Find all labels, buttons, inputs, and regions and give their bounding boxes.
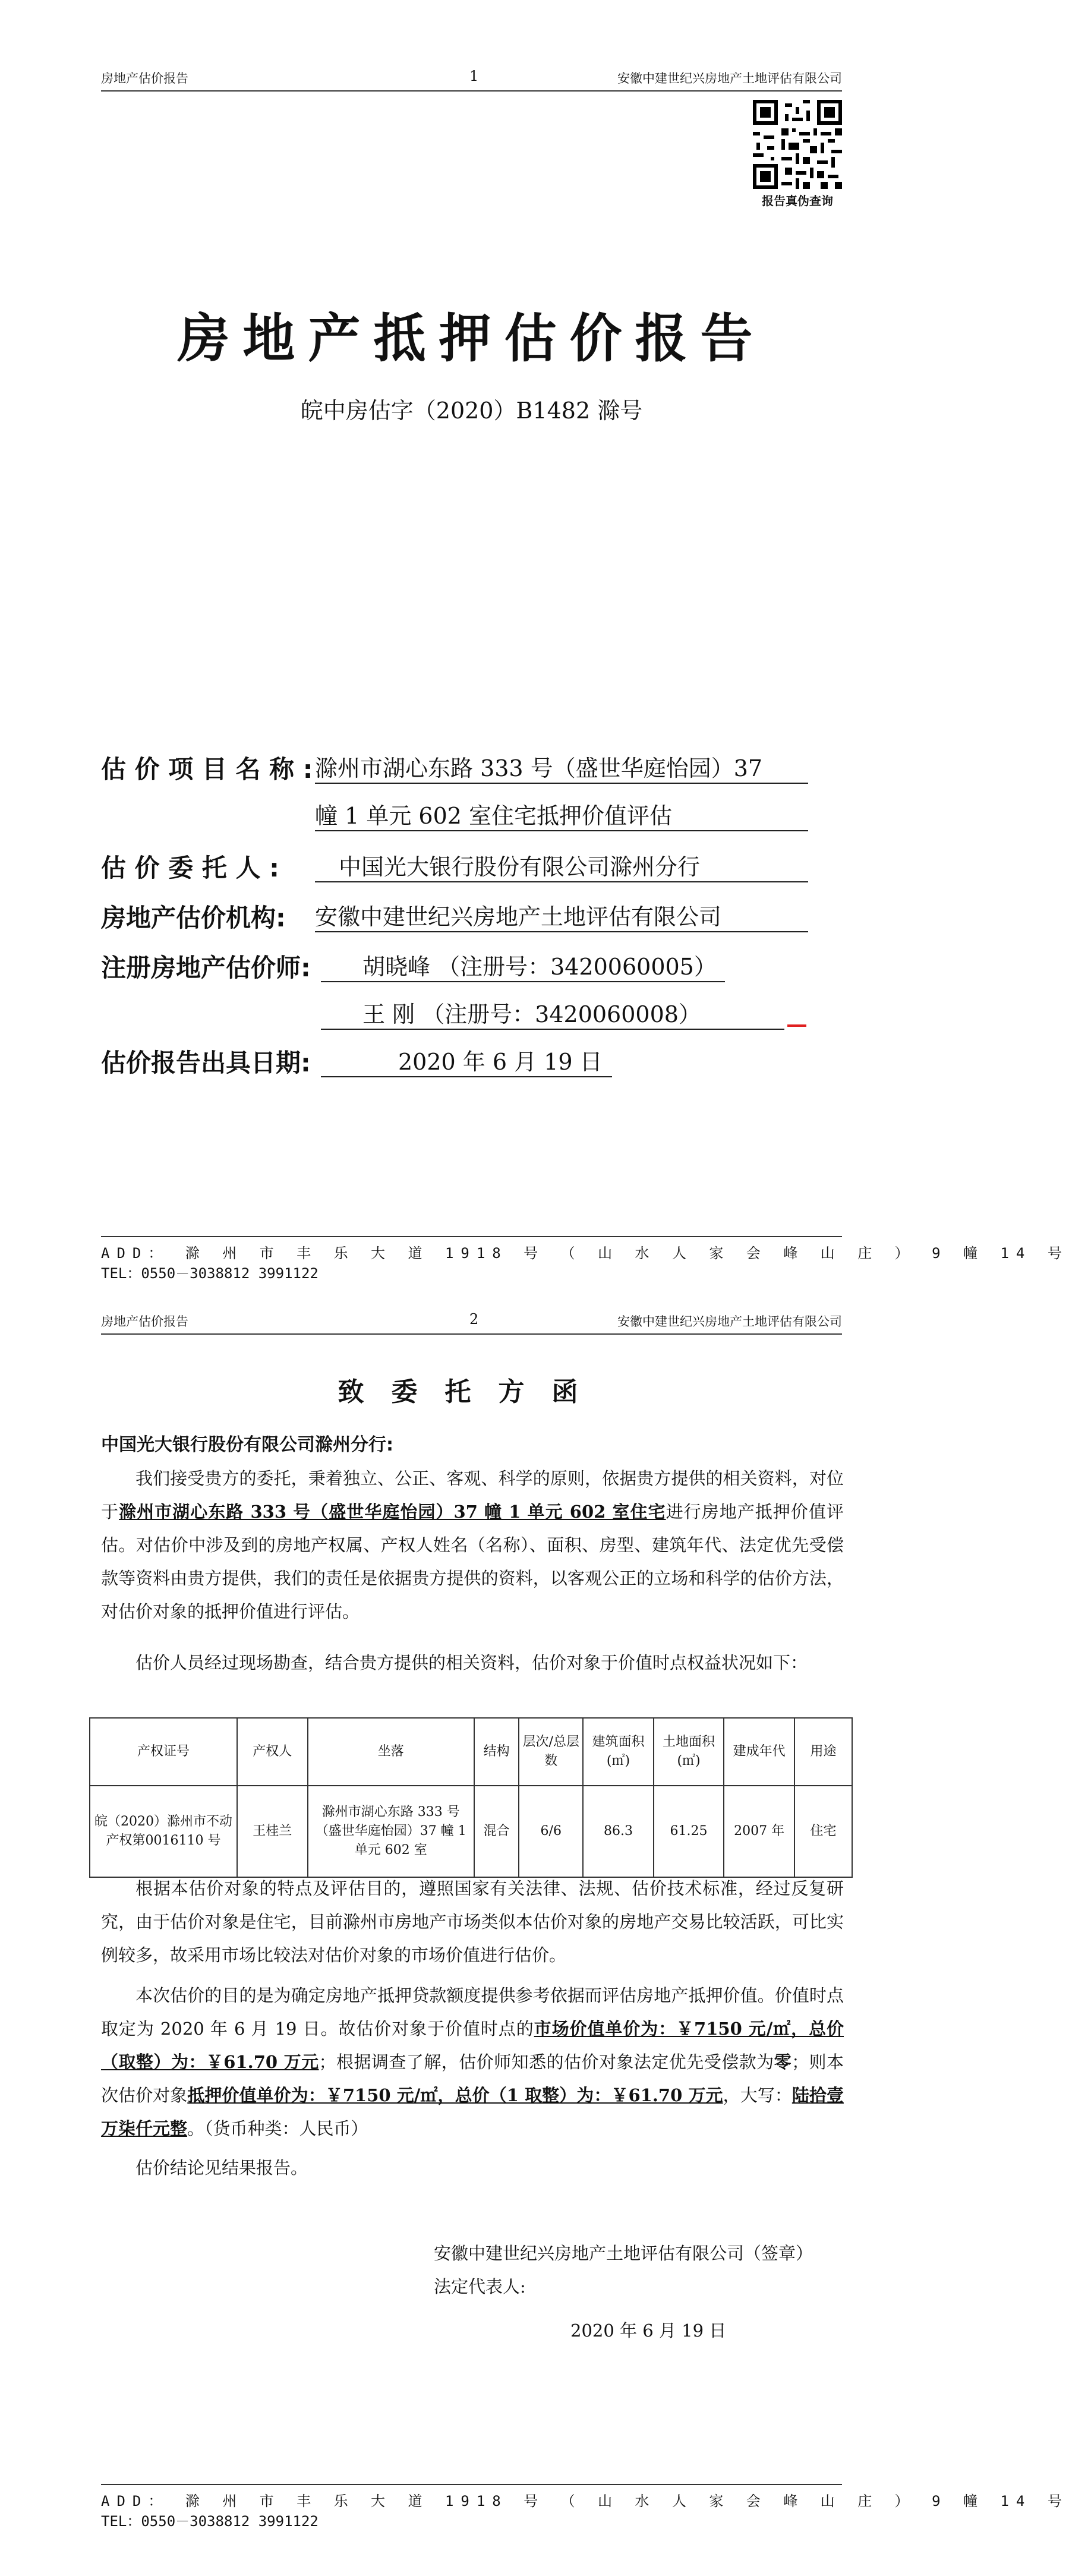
field-value-project-line1: 滁州市湖心东路 333 号（盛世华庭怡园）37: [315, 750, 808, 784]
priority-amount-text: 零: [774, 2052, 792, 2072]
table-header-cell: 结构: [474, 1718, 519, 1786]
field-value-agency: 安徽中建世纪兴房地产土地评估有限公司: [315, 898, 808, 932]
table-cell: 6/6: [519, 1786, 583, 1877]
paragraph-text: 本次估价的目的是为确定房地产抵押贷款额度提供参考依据而评估房地产抵押价值。价值时点取定为 2020 年 6 月 19 日。故估价对象于价值时点的: [101, 1985, 844, 2039]
table-header-cell: 建筑面积(㎡): [583, 1718, 654, 1786]
market-value-text: 市场价值单价为：￥7150 元/㎡，总价（取整）为：￥61.70 万元: [101, 2019, 844, 2072]
mortgage-value-text: 抵押价值单价为：￥7150 元/㎡，总价（1 取整）为：￥61.70 万元: [187, 2085, 723, 2105]
header-right: 安徽中建世纪兴房地产土地评估有限公司: [617, 1314, 842, 1329]
field-label-agency: 房地产估价机构:: [101, 903, 286, 932]
letter-title: 致委托方函: [338, 1377, 606, 1407]
paragraph-text: ；根据调查了解，估价师知悉的估价对象法定优先受偿款为: [319, 2052, 774, 2072]
paragraph-text: 。（货币种类：人民币）: [187, 2118, 368, 2139]
field-value-project-line2: 幢 1 单元 602 室住宅抵押价值评估: [315, 797, 808, 831]
table-cell: 住宅: [794, 1786, 852, 1877]
signature-legal-rep: 法定代表人:: [434, 2277, 526, 2297]
table-cell: 86.3: [583, 1786, 654, 1877]
letter-paragraph-1: [101, 1462, 844, 1628]
field-label-project: 估 价 项 目 名 称 :: [101, 755, 313, 784]
field-value-date: 2020 年 6 月 19 日: [321, 1043, 612, 1077]
page-header: [101, 1310, 842, 1335]
field-value-client: 中国光大银行股份有限公司滁州分行: [315, 849, 808, 882]
report-title: 房地产抵押估价报告: [177, 308, 766, 369]
report-number: 皖中房估字（2020）B1482 滁号: [300, 398, 643, 424]
field-label-client: 估 价 委 托 人 :: [101, 853, 279, 882]
field-label-appraisers: 注册房地产估价师:: [101, 953, 311, 982]
paragraph-text: ；则本次估价对象: [101, 2052, 844, 2105]
paragraph-text: 进行房地产抵押价值评估。对估价中涉及到的房地产权属、产权人姓名（名称）、面积、房型、建筑年代、法定优先受偿款等资料由贵方提供，我们的责任是依据贵方提供的资料，以客观公正的立场和科学的估价方法，对估价对象的抵押价值进行评估。: [101, 1502, 844, 1622]
letter-paragraph-2: 估价人员经过现场勘查，结合贵方提供的相关资料，估价对象于价值时点权益状况如下：: [135, 1653, 808, 1673]
page-number: 1: [469, 68, 479, 84]
letter-salutation: 中国光大银行股份有限公司滁州分行:: [101, 1434, 393, 1455]
header-right: 安徽中建世纪兴房地产土地评估有限公司: [617, 71, 842, 86]
table-header-cell: 坐落: [308, 1718, 474, 1786]
qr-code-icon[interactable]: [753, 100, 842, 189]
letter-paragraph-3: 根据本估价对象的特点及评估目的，遵照国家有关法律、法规、估价技术标准，经过反复研究，由于估价对象是住宅，目前滁州市房地产市场类似本估价对象的房地产交易比较活跃，可比实例较多，故采用市场比较法对估价对象的市场价值进行估价。: [101, 1878, 844, 1965]
letter-page: [0, 1307, 1069, 2576]
qr-caption: 报告真伪查询: [762, 194, 833, 208]
letter-paragraph-4: [101, 1979, 844, 2145]
table-cell: 61.25: [654, 1786, 724, 1877]
header-left: 房地产估价报告: [101, 71, 188, 86]
table-header-cell: 产权人: [237, 1718, 308, 1786]
table-cell: 皖（2020）滁州市不动产权第0016110 号: [90, 1786, 237, 1877]
field-value-appraiser-1: 胡晓峰 （注册号：3420060005）: [321, 948, 725, 982]
field-label-date: 估价报告出具日期:: [101, 1048, 311, 1077]
table-header-cell: 建成年代: [724, 1718, 794, 1786]
amount-in-words-text: 陆拾壹万柒仟元整: [101, 2085, 844, 2139]
footer-tel: TEL：0550－3038812 3991122: [101, 2513, 319, 2530]
table-header-cell: 层次/总层数: [519, 1718, 583, 1786]
page-footer: [101, 1236, 1069, 1284]
table-cell: 滁州市湖心东路 333 号（盛世华庭怡园）37 幢 1 单元 602 室: [308, 1786, 474, 1877]
page-number: 2: [469, 1311, 479, 1328]
field-value-appraiser-2: 王 刚 （注册号：3420060008）: [321, 996, 784, 1030]
table-cell: 混合: [474, 1786, 519, 1877]
property-rights-table: [89, 1717, 853, 1878]
footer-address: ADD： 滁 州 市 丰 乐 大 道 1918 号 （ 山 水 人 家 会 峰 山 庄 ） 9 幢 14 号: [101, 2493, 1069, 2509]
footer-tel: TEL：0550－3038812 3991122: [101, 1265, 319, 1282]
property-address-text: 滁州市湖心东路 333 号（盛世华庭怡园）37 幢 1 单元 602 室住宅: [119, 1502, 666, 1522]
table-row: [90, 1786, 852, 1877]
page-footer: [101, 2484, 1069, 2531]
paragraph-text: 我们接受贵方的委托，秉着独立、公正、客观、科学的原则，依据贵方提供的相关资料，对位于: [101, 1468, 844, 1522]
signature-company: 安徽中建世纪兴房地产土地评估有限公司（签章）: [434, 2243, 813, 2263]
letter-paragraph-5: 估价结论见结果报告。: [135, 2158, 308, 2178]
signature-date: 2020 年 6 月 19 日: [570, 2320, 727, 2341]
paragraph-text: ，大写：: [723, 2085, 792, 2105]
table-header-cell: 用途: [794, 1718, 852, 1786]
footer-address: ADD： 滁 州 市 丰 乐 大 道 1918 号 （ 山 水 人 家 会 峰 山 庄 ） 9 幢 14 号: [101, 1245, 1069, 1262]
page-header: [101, 67, 842, 92]
table-header-cell: 土地面积(㎡): [654, 1718, 724, 1786]
table-header-row: [90, 1718, 852, 1786]
table-header-cell: 产权证号: [90, 1718, 237, 1786]
red-mark: [787, 1024, 806, 1027]
table-cell: 王桂兰: [237, 1786, 308, 1877]
table-cell: 2007 年: [724, 1786, 794, 1877]
header-left: 房地产估价报告: [101, 1314, 188, 1329]
